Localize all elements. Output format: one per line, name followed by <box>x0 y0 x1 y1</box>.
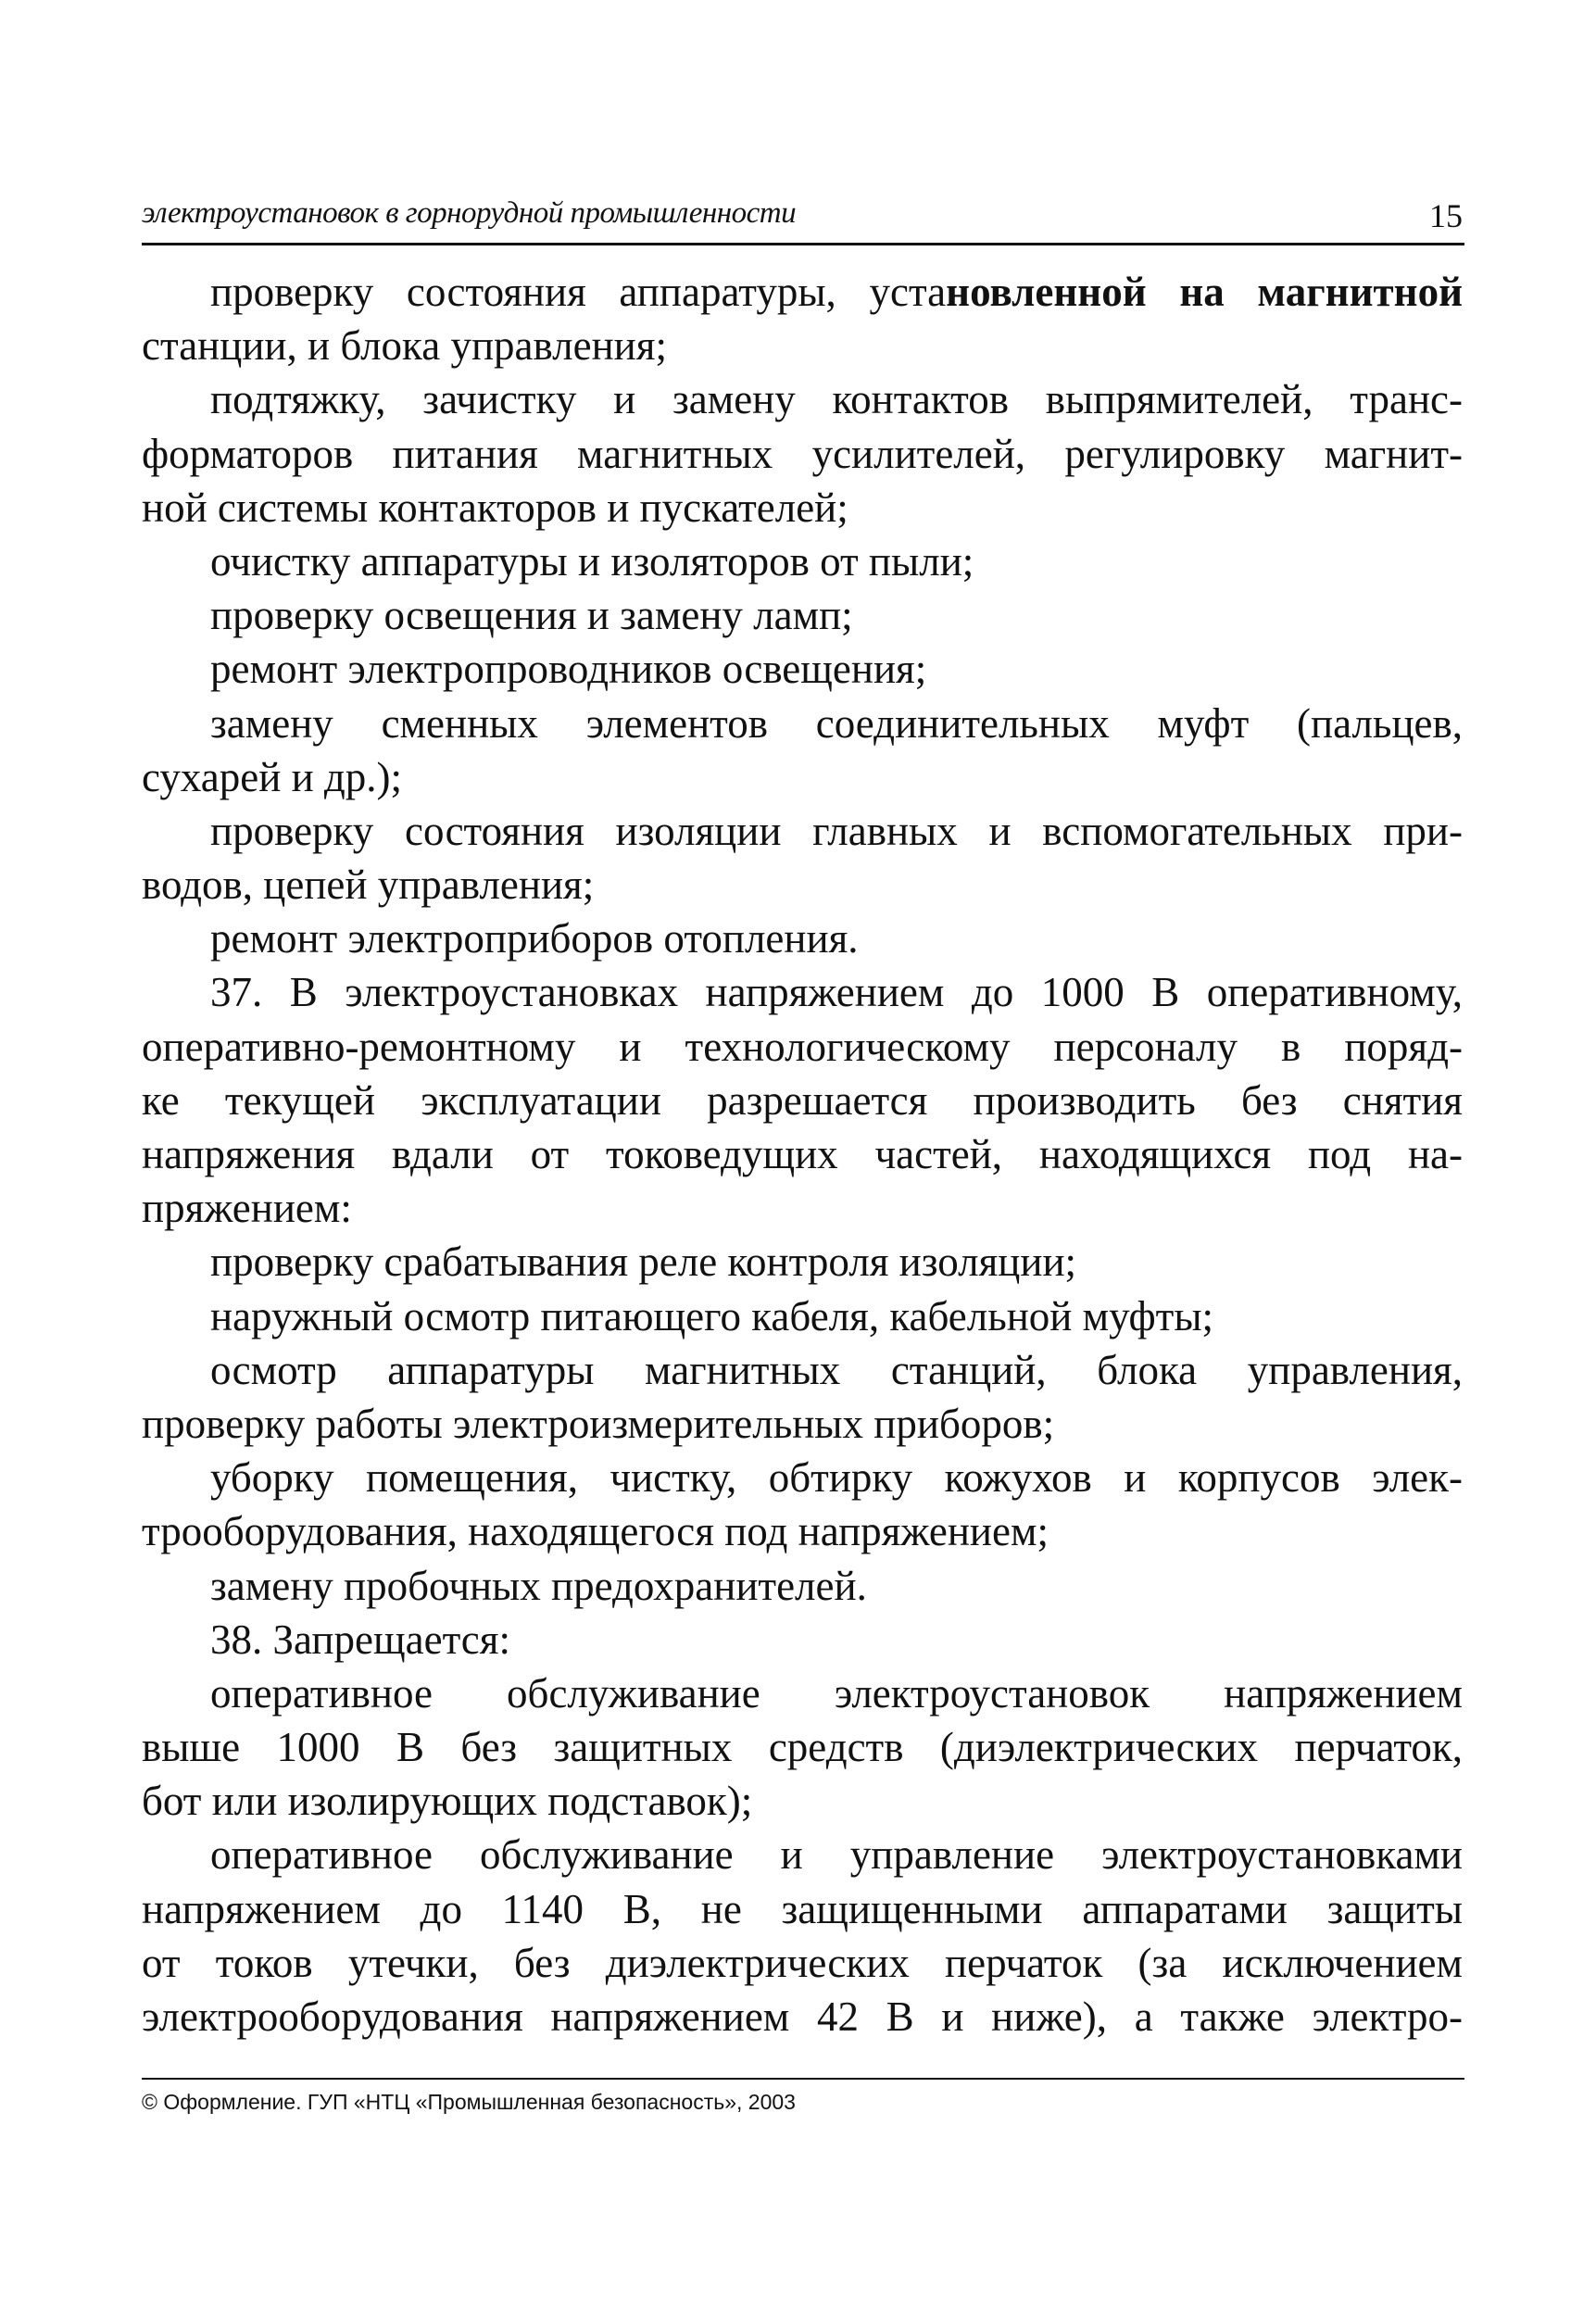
text-line-content: форматоров питания магнитных усилителей, регулировку магнит- <box>142 430 1463 477</box>
text-line <box>142 1343 1463 1397</box>
text-line-content: проверку работы электроизмерительных приборов; <box>142 1400 1055 1447</box>
text-line <box>142 642 1463 696</box>
text-line-content: проверку срабатывания реле контроля изоляции; <box>210 1239 1077 1286</box>
text-line-content: оперативное обслуживание электроустановок напряжением <box>210 1669 1463 1717</box>
text-line-content: очистку аппаратуры и изоляторов от пыли; <box>210 537 974 585</box>
text-line-content: проверку состояния изоляции главных и вспомогательных при- <box>210 807 1463 854</box>
text-line-content: трооборудования, находящегося под напряжением; <box>142 1508 1049 1555</box>
running-header <box>142 196 1463 233</box>
text-line-content: пряжением: <box>142 1185 352 1232</box>
text-line <box>142 1613 1463 1666</box>
text-line <box>142 481 1463 534</box>
text-line <box>142 319 1463 372</box>
text-line-content: сухарей и др.); <box>142 753 403 800</box>
text-line <box>142 1882 1463 1936</box>
text-line-content: ке текущей эксплуатации разрешается производить без снятия <box>142 1076 1463 1124</box>
text-line <box>142 1235 1463 1289</box>
text-line-content: водов, цепей управления; <box>142 861 595 909</box>
text-line <box>142 965 1463 1019</box>
text-line <box>142 1020 1463 1074</box>
text-line-content: ремонт электропроводников освещения; <box>210 646 927 693</box>
text-line <box>142 912 1463 965</box>
text-line-content: бот или изолирующих подставок); <box>142 1778 753 1825</box>
text-line-content: напряжением до 1140 В, не защищенными аппаратами защиты <box>142 1885 1463 1932</box>
text-line-content: 38. Запрещается: <box>210 1616 510 1663</box>
text-line <box>142 1559 1463 1613</box>
text-line <box>142 858 1463 912</box>
text-line <box>142 1181 1463 1235</box>
text-line <box>142 1451 1463 1504</box>
text-line <box>142 804 1463 858</box>
text-line-content: уборку помещения, чистку, обтирку кожухов и корпусов элек- <box>210 1454 1463 1502</box>
footer-copyright: © Оформление. ГУП «НТЦ «Промышленная безопасность», 2003 <box>142 2090 796 2114</box>
text-line <box>142 697 1463 750</box>
text-line <box>142 1504 1463 1558</box>
text-line <box>142 1666 1463 1720</box>
text-line-content: замену пробочных предохранителей. <box>210 1562 867 1609</box>
text-line-content: наружный осмотр питающего кабеля, кабельной муфты; <box>210 1292 1214 1339</box>
header-rule <box>142 243 1464 245</box>
text-line <box>142 1828 1463 1881</box>
text-line-content: ной системы контакторов и пускателей; <box>142 484 848 531</box>
text-line-content: от токов утечки, без диэлектрических перчаток (за исключением <box>142 1939 1463 1986</box>
text-line <box>142 1397 1463 1451</box>
text-line <box>142 534 1463 588</box>
text-line-content: напряжения вдали от токоведущих частей, находящихся под на- <box>142 1131 1463 1177</box>
text-line <box>142 1289 1463 1343</box>
text-line-content: выше 1000 В без защитных средств (диэлектрических перчаток, <box>142 1724 1463 1771</box>
text-line-content: оперативно-ремонтному и технологическому персоналу в поряд- <box>142 1023 1463 1070</box>
text-line <box>142 1774 1463 1828</box>
text-line-content: замену сменных элементов соединительных муфт (пальцев, <box>210 699 1463 747</box>
body-text <box>142 265 1463 2044</box>
text-line <box>142 1936 1463 1990</box>
text-line <box>142 265 1463 319</box>
text-normal: проверку состояния аппаратуры, уста <box>210 269 947 315</box>
text-line-content: станции, и блока управления; <box>142 322 667 370</box>
text-line <box>142 1074 1463 1127</box>
page-number: 15 <box>1429 197 1463 234</box>
text-line <box>142 750 1463 804</box>
text-line-content: 37. В электроустановках напряжением до 1000 В оперативному, <box>210 969 1463 1016</box>
text-line-content: проверку освещения и замену ламп; <box>210 592 853 639</box>
text-line <box>142 1720 1463 1774</box>
running-title: электроустановок в горнорудной промышленности <box>142 196 797 230</box>
text-line <box>142 427 1463 481</box>
text-line-content: оперативное обслуживание и управление электроустановками <box>210 1831 1463 1879</box>
text-bold: новленной на магнитной <box>946 269 1463 315</box>
footer-rule <box>142 2078 1464 2080</box>
text-line <box>142 1990 1463 2044</box>
text-line <box>142 588 1463 642</box>
text-line <box>142 372 1463 426</box>
text-line-content: осмотр аппаратуры магнитных станций, блока управления, <box>210 1346 1463 1393</box>
text-line-content: электрооборудования напряжением 42 В и ниже), а также электро- <box>142 1993 1463 2040</box>
text-line-content: подтяжку, зачистку и замену контактов выпрямителей, транс- <box>210 376 1463 423</box>
text-line-content: ремонт электроприборов отопления. <box>210 915 859 962</box>
text-line <box>142 1127 1463 1181</box>
